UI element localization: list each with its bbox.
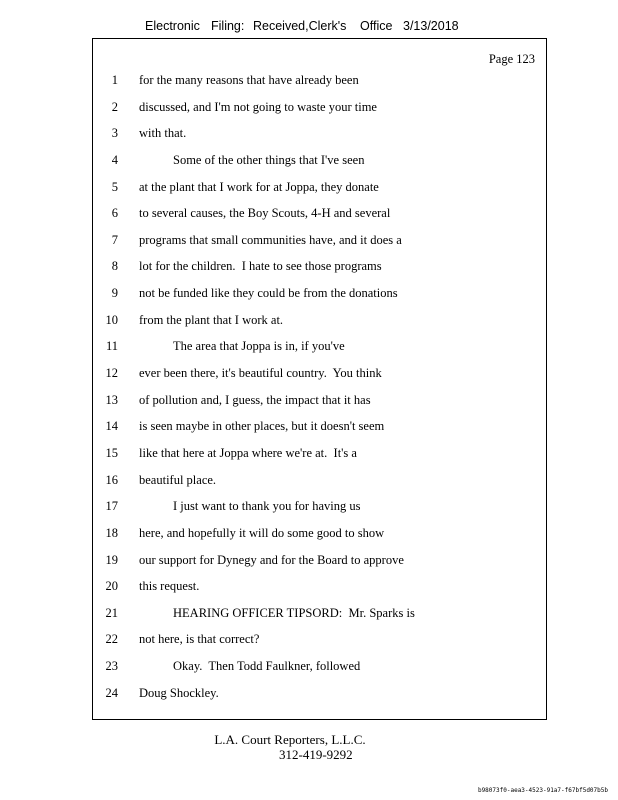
line-number: 19 [105, 552, 118, 567]
line-text: ever been there, it's beautiful country. You think [139, 366, 382, 381]
line-number: 18 [105, 525, 118, 540]
line-number: 6 [111, 206, 118, 221]
line-text: of pollution and, I guess, the impact that it has [139, 392, 371, 407]
transcript-lines [93, 73, 546, 712]
line-text: lot for the children. I hate to see those programs [139, 259, 382, 274]
line-text: at the plant that I work for at Joppa, they donate [139, 179, 379, 194]
line-text: programs that small communities have, and it does a [139, 232, 402, 247]
line-text: is seen maybe in other places, but it doesn't seem [139, 419, 385, 434]
line-number: 23 [105, 659, 118, 674]
line-text: Okay. Then Todd Faulkner, followed [173, 659, 361, 674]
transcript-line [93, 259, 546, 286]
line-number: 11 [105, 339, 118, 354]
line-number: 5 [111, 179, 118, 194]
transcript-line [93, 659, 546, 686]
line-text: to several causes, the Boy Scouts, 4-H and several [139, 206, 391, 221]
line-number: 9 [111, 286, 118, 301]
line-text: discussed, and I'm not going to waste your time [139, 99, 377, 114]
transcript-line [93, 126, 546, 153]
transcript-line [93, 632, 546, 659]
transcript-line [93, 286, 546, 313]
filing-header-word: Filing: [211, 19, 245, 33]
transcript-line [93, 686, 546, 713]
filing-header-word: 3/13/2018 [403, 19, 459, 33]
line-text: with that. [139, 126, 187, 141]
transcript-line [93, 473, 546, 500]
transcript-line [93, 153, 546, 180]
line-text: beautiful place. [139, 472, 217, 487]
transcript-line [93, 180, 546, 207]
transcript-line [93, 419, 546, 446]
line-text: I just want to thank you for having us [173, 499, 361, 514]
transcript-line [93, 553, 546, 580]
line-text: for the many reasons that have already been [139, 73, 359, 87]
line-number: 22 [105, 632, 118, 647]
line-number: 3 [111, 126, 118, 141]
line-text: The area that Joppa is in, if you've [173, 339, 345, 354]
line-text: here, and hopefully it will do some good to show [139, 525, 385, 540]
line-number: 10 [105, 312, 118, 327]
line-number: 4 [111, 152, 118, 167]
transcript-line [93, 606, 546, 633]
page-number: Page 123 [488, 52, 535, 66]
line-number: 17 [105, 499, 118, 514]
line-number: 24 [105, 685, 118, 700]
document-id: b98073f0-aea3-4523-91a7-f67bf5d07b5b [477, 787, 608, 794]
line-text: Some of the other things that I've seen [173, 152, 365, 167]
transcript-line [93, 393, 546, 420]
filing-header-word: Received,Clerk's [253, 19, 347, 33]
line-text: from the plant that I work at. [139, 312, 284, 327]
line-number: 8 [111, 259, 118, 274]
filing-header-word: Electronic [145, 19, 200, 33]
footer-company: L.A. Court Reporters, L.L.C. [214, 732, 366, 747]
transcript-line [93, 233, 546, 260]
transcript-line [93, 526, 546, 553]
transcript-line [93, 100, 546, 127]
line-text: not here, is that correct? [139, 632, 260, 647]
transcript-line [93, 339, 546, 366]
line-number: 7 [111, 232, 118, 247]
transcript-line [93, 73, 546, 100]
line-number: 16 [105, 472, 118, 487]
line-text: HEARING OFFICER TIPSORD: Mr. Sparks is [173, 605, 415, 620]
line-number: 21 [105, 605, 118, 620]
line-text: our support for Dynegy and for the Board to approve [139, 552, 404, 567]
transcript-line [93, 206, 546, 233]
filing-header-word: Office [360, 19, 393, 33]
transcript-line [93, 499, 546, 526]
line-number: 15 [105, 445, 118, 460]
transcript-page [92, 38, 547, 720]
line-number: 2 [111, 99, 118, 114]
line-number: 13 [105, 392, 118, 407]
transcript-line [93, 446, 546, 473]
line-text: Doug Shockley. [139, 685, 219, 700]
footer-phone: 312-419-9292 [279, 747, 353, 762]
transcript-line [93, 579, 546, 606]
line-text: like that here at Joppa where we're at. It's a [139, 445, 357, 460]
line-number: 12 [105, 366, 118, 381]
line-number: 14 [105, 419, 118, 434]
line-text: not be funded like they could be from the donations [139, 286, 398, 301]
transcript-line [93, 366, 546, 393]
filing-header [145, 19, 475, 37]
line-number: 20 [105, 579, 118, 594]
transcript-line [93, 313, 546, 340]
line-text: this request. [139, 579, 200, 594]
line-number: 1 [111, 73, 118, 87]
